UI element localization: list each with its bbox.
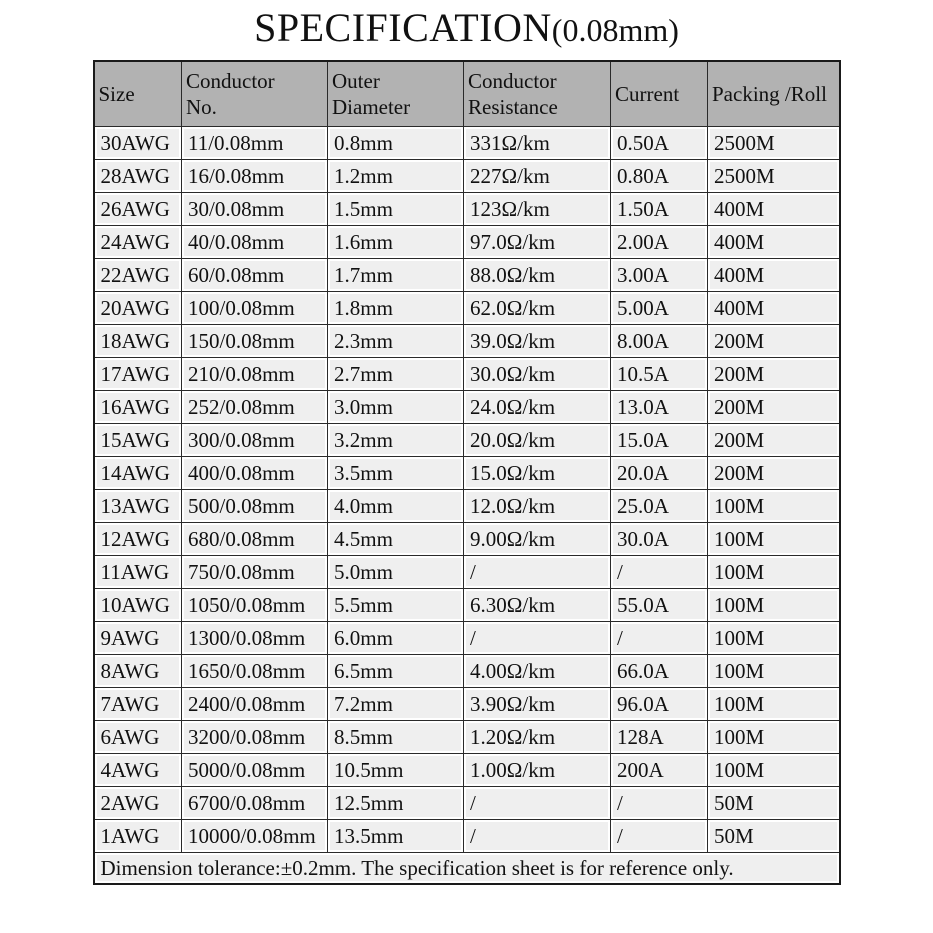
cell-outer-diameter: 2.3mm xyxy=(328,325,464,358)
cell-outer-diameter: 12.5mm xyxy=(328,787,464,820)
cell-conductor-resistance: / xyxy=(464,556,611,589)
cell-packing-roll: 50M xyxy=(708,787,840,820)
header-size-label: Size xyxy=(98,81,135,106)
cell-outer-diameter: 4.5mm xyxy=(328,523,464,556)
cell-conductor-no: 3200/0.08mm xyxy=(182,721,328,754)
cell-conductor-resistance: 9.00Ω/km xyxy=(464,523,611,556)
spec-table-footer xyxy=(94,853,840,885)
page-title-main: SPECIFICATION xyxy=(254,5,552,50)
cell-conductor-no: 60/0.08mm xyxy=(182,259,328,292)
cell-current: 2.00A xyxy=(611,226,708,259)
cell-size: 11AWG xyxy=(94,556,182,589)
cell-packing-roll: 400M xyxy=(708,226,840,259)
cell-conductor-no: 1300/0.08mm xyxy=(182,622,328,655)
cell-current: 55.0A xyxy=(611,589,708,622)
cell-conductor-no: 252/0.08mm xyxy=(182,391,328,424)
cell-conductor-resistance: 62.0Ω/km xyxy=(464,292,611,325)
cell-conductor-no: 5000/0.08mm xyxy=(182,754,328,787)
cell-conductor-resistance: / xyxy=(464,622,611,655)
cell-size: 10AWG xyxy=(94,589,182,622)
cell-size: 26AWG xyxy=(94,193,182,226)
cell-conductor-resistance: 30.0Ω/km xyxy=(464,358,611,391)
cell-outer-diameter: 1.5mm xyxy=(328,193,464,226)
spec-table xyxy=(93,60,841,885)
cell-packing-roll: 50M xyxy=(708,820,840,853)
cell-outer-diameter: 13.5mm xyxy=(328,820,464,853)
cell-current: 96.0A xyxy=(611,688,708,721)
cell-conductor-resistance: 1.20Ω/km xyxy=(464,721,611,754)
cell-size: 24AWG xyxy=(94,226,182,259)
table-row xyxy=(94,160,840,193)
header-row xyxy=(94,61,840,127)
cell-conductor-resistance: 12.0Ω/km xyxy=(464,490,611,523)
cell-conductor-resistance: 331Ω/km xyxy=(464,127,611,160)
cell-packing-roll: 400M xyxy=(708,292,840,325)
cell-conductor-resistance: 24.0Ω/km xyxy=(464,391,611,424)
cell-outer-diameter: 1.8mm xyxy=(328,292,464,325)
cell-current: 15.0A xyxy=(611,424,708,457)
cell-outer-diameter: 3.2mm xyxy=(328,424,464,457)
cell-conductor-no: 750/0.08mm xyxy=(182,556,328,589)
cell-current: 30.0A xyxy=(611,523,708,556)
table-row xyxy=(94,688,840,721)
cell-size: 7AWG xyxy=(94,688,182,721)
cell-outer-diameter: 5.5mm xyxy=(328,589,464,622)
cell-size: 8AWG xyxy=(94,655,182,688)
cell-conductor-resistance: 123Ω/km xyxy=(464,193,611,226)
cell-current: 200A xyxy=(611,754,708,787)
cell-conductor-no: 210/0.08mm xyxy=(182,358,328,391)
cell-conductor-resistance: 97.0Ω/km xyxy=(464,226,611,259)
cell-outer-diameter: 0.8mm xyxy=(328,127,464,160)
header-current xyxy=(611,61,708,127)
cell-conductor-resistance: 20.0Ω/km xyxy=(464,424,611,457)
cell-size: 17AWG xyxy=(94,358,182,391)
cell-current: / xyxy=(611,787,708,820)
cell-size: 4AWG xyxy=(94,754,182,787)
tolerance-note: Dimension tolerance:±0.2mm. The specification sheet is for reference only. xyxy=(94,853,840,885)
cell-packing-roll: 100M xyxy=(708,589,840,622)
cell-current: 5.00A xyxy=(611,292,708,325)
cell-current: / xyxy=(611,622,708,655)
cell-size: 9AWG xyxy=(94,622,182,655)
cell-size: 15AWG xyxy=(94,424,182,457)
cell-conductor-no: 11/0.08mm xyxy=(182,127,328,160)
cell-outer-diameter: 6.0mm xyxy=(328,622,464,655)
table-row xyxy=(94,754,840,787)
table-row xyxy=(94,391,840,424)
cell-outer-diameter: 6.5mm xyxy=(328,655,464,688)
table-row xyxy=(94,424,840,457)
table-row xyxy=(94,259,840,292)
cell-size: 1AWG xyxy=(94,820,182,853)
page-title xyxy=(0,0,933,50)
table-row xyxy=(94,556,840,589)
cell-current: 20.0A xyxy=(611,457,708,490)
cell-size: 12AWG xyxy=(94,523,182,556)
cell-packing-roll: 100M xyxy=(708,490,840,523)
cell-packing-roll: 100M xyxy=(708,754,840,787)
spec-table-body xyxy=(94,127,840,853)
cell-packing-roll: 100M xyxy=(708,556,840,589)
footer-row xyxy=(94,853,840,885)
cell-current: 8.00A xyxy=(611,325,708,358)
cell-outer-diameter: 1.7mm xyxy=(328,259,464,292)
cell-current: 0.80A xyxy=(611,160,708,193)
header-conductor-resistance-label: Conductor Resistance xyxy=(468,68,558,119)
header-current-label: Current xyxy=(615,81,680,106)
cell-packing-roll: 200M xyxy=(708,457,840,490)
cell-packing-roll: 100M xyxy=(708,655,840,688)
cell-current: 1.50A xyxy=(611,193,708,226)
cell-conductor-no: 30/0.08mm xyxy=(182,193,328,226)
cell-current: 66.0A xyxy=(611,655,708,688)
header-conductor-no-label: Conductor No. xyxy=(186,68,275,119)
cell-packing-roll: 400M xyxy=(708,193,840,226)
cell-outer-diameter: 4.0mm xyxy=(328,490,464,523)
table-row xyxy=(94,622,840,655)
cell-current: / xyxy=(611,556,708,589)
cell-outer-diameter: 1.6mm xyxy=(328,226,464,259)
header-outer-diameter xyxy=(328,61,464,127)
cell-outer-diameter: 7.2mm xyxy=(328,688,464,721)
table-row xyxy=(94,523,840,556)
cell-packing-roll: 2500M xyxy=(708,160,840,193)
cell-conductor-no: 10000/0.08mm xyxy=(182,820,328,853)
cell-current: 3.00A xyxy=(611,259,708,292)
cell-packing-roll: 2500M xyxy=(708,127,840,160)
table-row xyxy=(94,490,840,523)
cell-current: 128A xyxy=(611,721,708,754)
cell-current: 13.0A xyxy=(611,391,708,424)
cell-outer-diameter: 2.7mm xyxy=(328,358,464,391)
cell-packing-roll: 200M xyxy=(708,358,840,391)
cell-conductor-resistance: 3.90Ω/km xyxy=(464,688,611,721)
cell-outer-diameter: 1.2mm xyxy=(328,160,464,193)
header-outer-diameter-label: Outer Diameter xyxy=(332,68,411,119)
table-row xyxy=(94,193,840,226)
cell-size: 13AWG xyxy=(94,490,182,523)
header-size xyxy=(94,61,182,127)
cell-current: 0.50A xyxy=(611,127,708,160)
cell-packing-roll: 200M xyxy=(708,391,840,424)
cell-conductor-resistance: 88.0Ω/km xyxy=(464,259,611,292)
table-row xyxy=(94,292,840,325)
table-row xyxy=(94,655,840,688)
cell-conductor-no: 1650/0.08mm xyxy=(182,655,328,688)
cell-size: 6AWG xyxy=(94,721,182,754)
cell-packing-roll: 400M xyxy=(708,259,840,292)
cell-conductor-no: 680/0.08mm xyxy=(182,523,328,556)
cell-conductor-no: 2400/0.08mm xyxy=(182,688,328,721)
cell-outer-diameter: 8.5mm xyxy=(328,721,464,754)
cell-conductor-resistance: 15.0Ω/km xyxy=(464,457,611,490)
cell-packing-roll: 200M xyxy=(708,424,840,457)
cell-packing-roll: 100M xyxy=(708,688,840,721)
cell-conductor-no: 16/0.08mm xyxy=(182,160,328,193)
cell-conductor-resistance: 4.00Ω/km xyxy=(464,655,611,688)
spec-table-header xyxy=(94,61,840,127)
cell-outer-diameter: 10.5mm xyxy=(328,754,464,787)
cell-packing-roll: 100M xyxy=(708,523,840,556)
cell-packing-roll: 200M xyxy=(708,325,840,358)
page-title-suffix: (0.08mm) xyxy=(551,12,679,48)
table-row xyxy=(94,325,840,358)
cell-size: 14AWG xyxy=(94,457,182,490)
cell-conductor-resistance: 39.0Ω/km xyxy=(464,325,611,358)
cell-conductor-resistance: / xyxy=(464,787,611,820)
cell-size: 2AWG xyxy=(94,787,182,820)
table-row xyxy=(94,721,840,754)
table-row xyxy=(94,127,840,160)
cell-conductor-no: 400/0.08mm xyxy=(182,457,328,490)
cell-outer-diameter: 3.5mm xyxy=(328,457,464,490)
cell-outer-diameter: 3.0mm xyxy=(328,391,464,424)
cell-conductor-resistance: 6.30Ω/km xyxy=(464,589,611,622)
table-row xyxy=(94,226,840,259)
cell-outer-diameter: 5.0mm xyxy=(328,556,464,589)
table-row xyxy=(94,787,840,820)
cell-conductor-no: 1050/0.08mm xyxy=(182,589,328,622)
cell-conductor-resistance: / xyxy=(464,820,611,853)
header-conductor-no xyxy=(182,61,328,127)
cell-size: 18AWG xyxy=(94,325,182,358)
cell-conductor-no: 150/0.08mm xyxy=(182,325,328,358)
cell-conductor-resistance: 227Ω/km xyxy=(464,160,611,193)
table-row xyxy=(94,457,840,490)
table-row xyxy=(94,358,840,391)
cell-current: / xyxy=(611,820,708,853)
cell-packing-roll: 100M xyxy=(708,622,840,655)
cell-conductor-no: 300/0.08mm xyxy=(182,424,328,457)
cell-conductor-no: 6700/0.08mm xyxy=(182,787,328,820)
header-conductor-resistance xyxy=(464,61,611,127)
table-row xyxy=(94,820,840,853)
cell-packing-roll: 100M xyxy=(708,721,840,754)
table-row xyxy=(94,589,840,622)
cell-size: 28AWG xyxy=(94,160,182,193)
cell-conductor-no: 500/0.08mm xyxy=(182,490,328,523)
header-packing-roll-label: Packing /Roll xyxy=(712,81,827,106)
cell-size: 20AWG xyxy=(94,292,182,325)
cell-conductor-resistance: 1.00Ω/km xyxy=(464,754,611,787)
cell-current: 25.0A xyxy=(611,490,708,523)
cell-size: 22AWG xyxy=(94,259,182,292)
cell-current: 10.5A xyxy=(611,358,708,391)
header-packing-roll xyxy=(708,61,840,127)
cell-size: 30AWG xyxy=(94,127,182,160)
cell-size: 16AWG xyxy=(94,391,182,424)
cell-conductor-no: 40/0.08mm xyxy=(182,226,328,259)
cell-conductor-no: 100/0.08mm xyxy=(182,292,328,325)
